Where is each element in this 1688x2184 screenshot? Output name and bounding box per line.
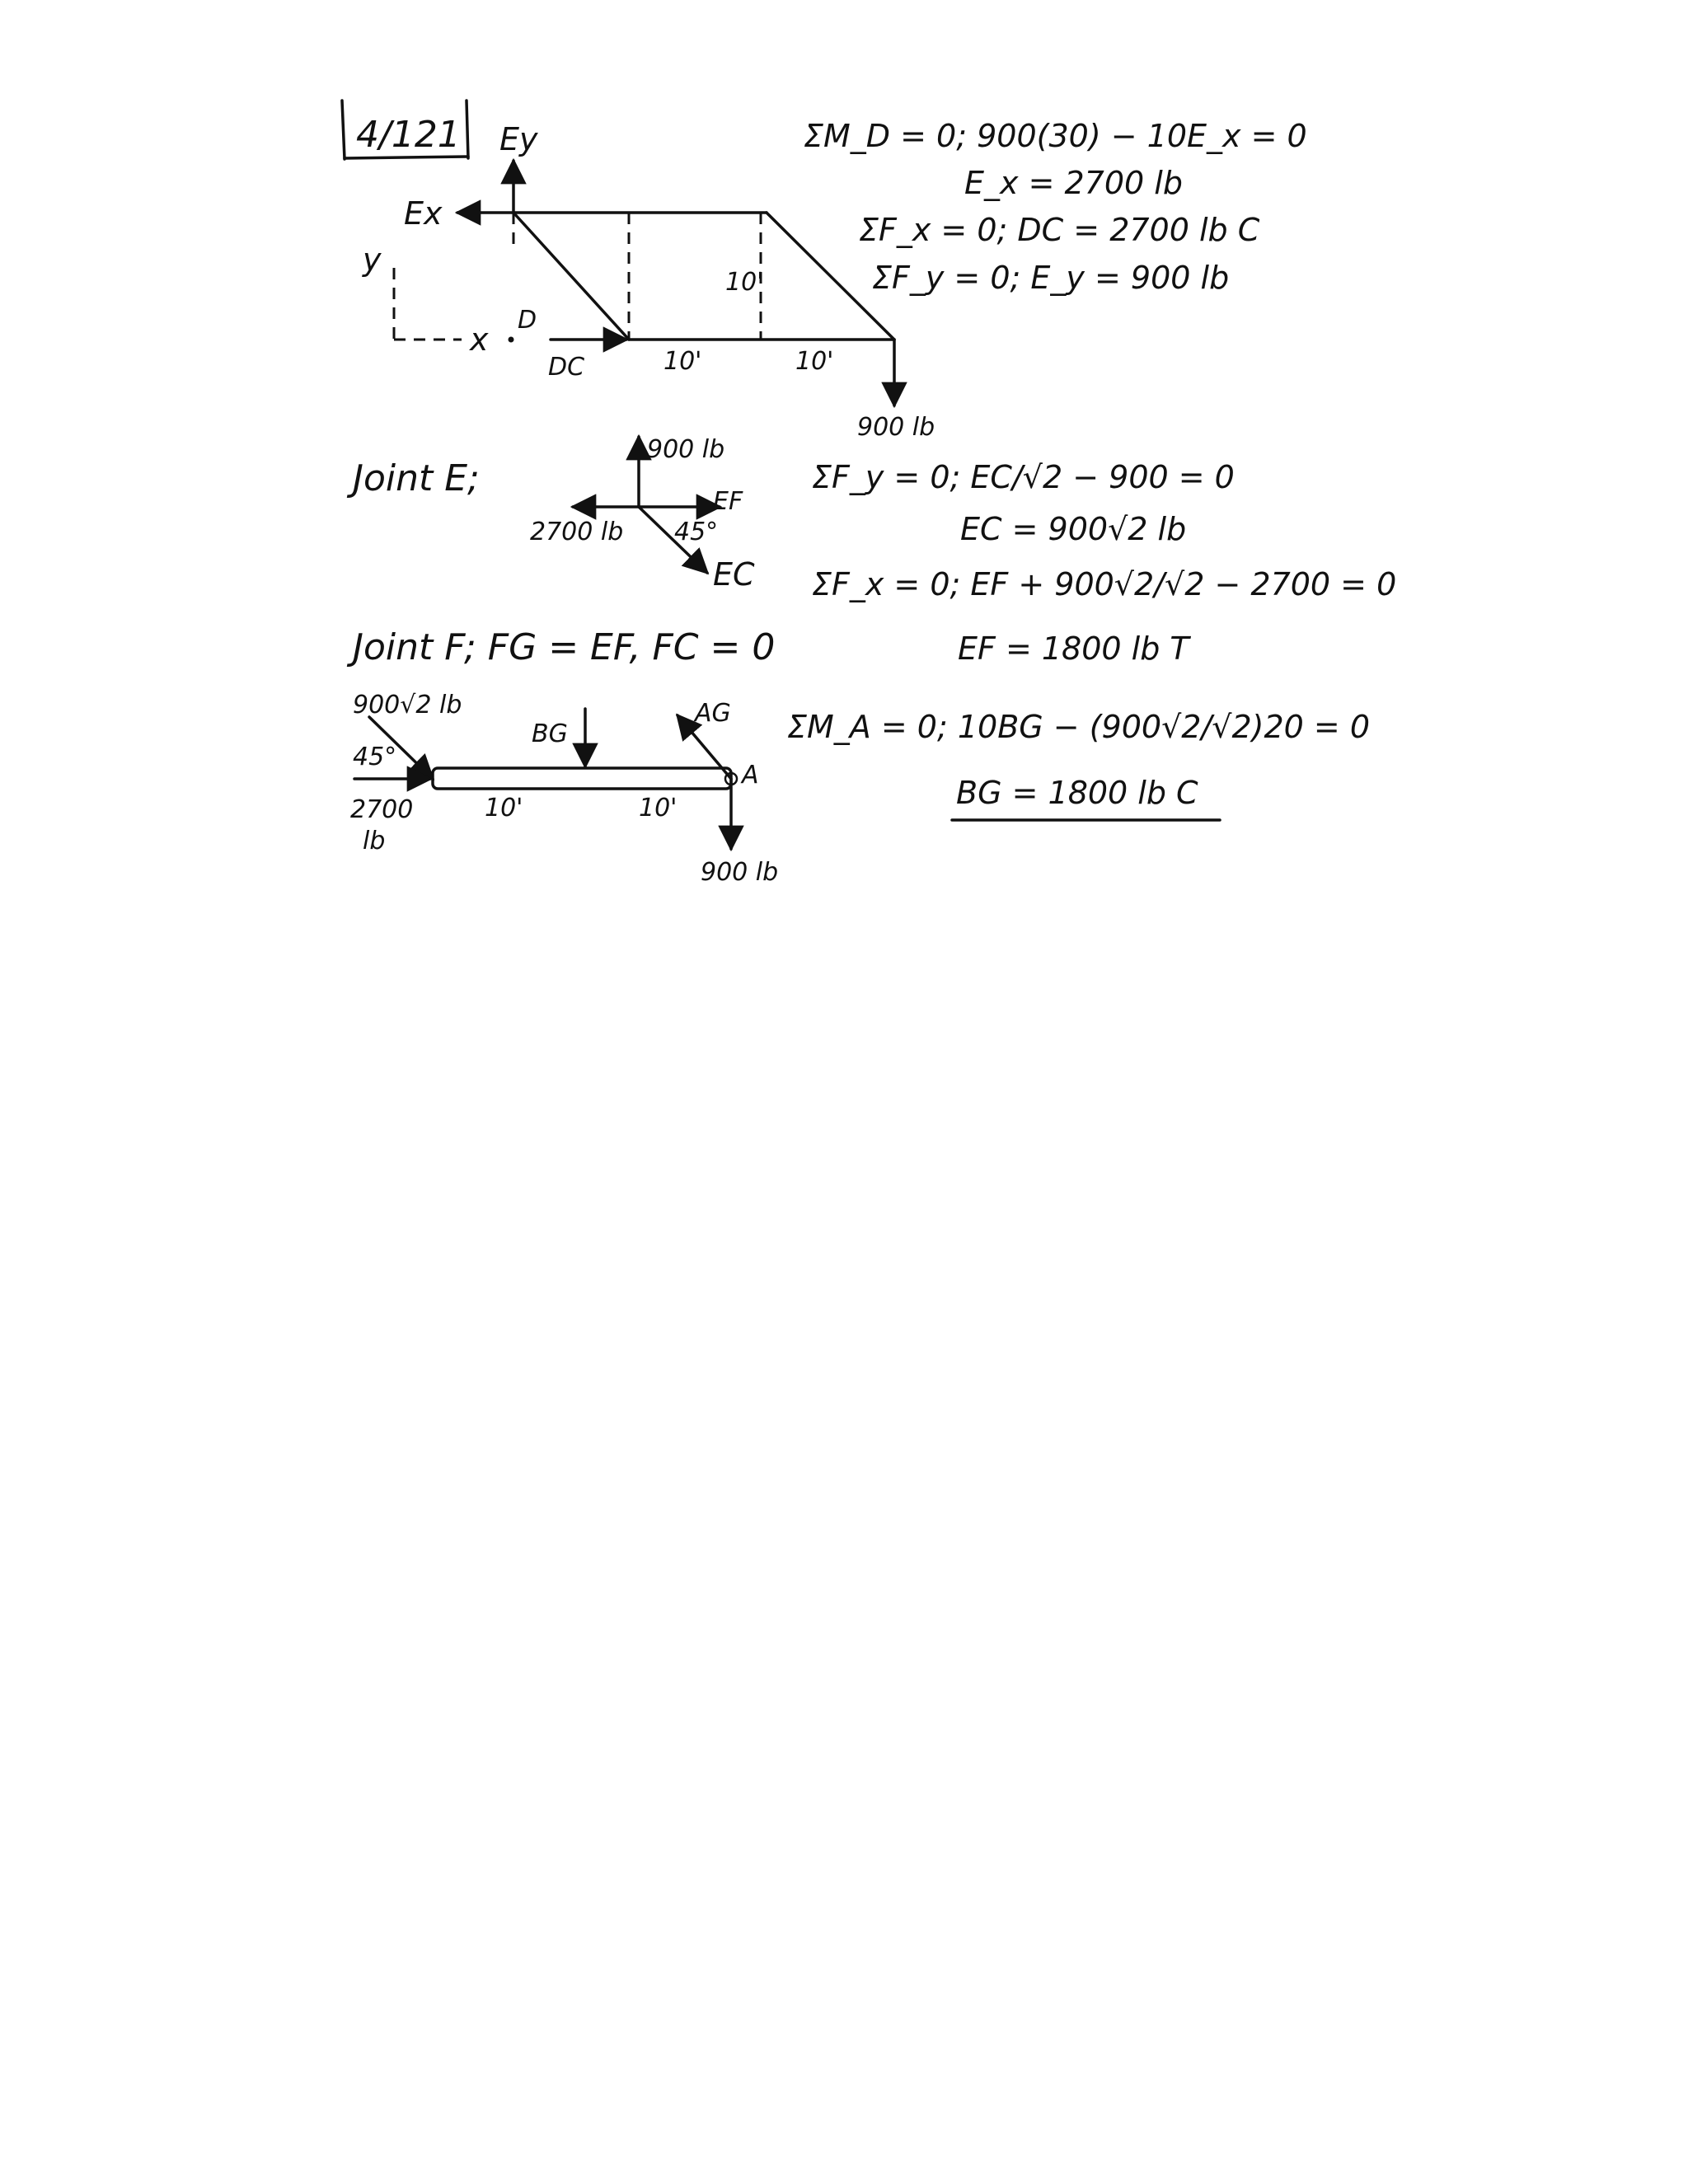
label-dim-left: 10' xyxy=(663,347,702,376)
label-dim-height: 10' xyxy=(725,268,764,297)
label-x-axis: x xyxy=(470,321,489,358)
joint-e-label-angle: 45° xyxy=(674,518,719,546)
joint-e-label-left: 2700 lb xyxy=(530,518,624,546)
problem-number: 4/121 xyxy=(356,114,461,156)
label-dim-right: 10' xyxy=(795,347,834,376)
joint-e-eq-ec: EC = 900√2 lb xyxy=(960,511,1187,547)
equations-top xyxy=(804,118,1307,296)
joint-e-label-diag: EC xyxy=(713,556,755,593)
member-label-bottom-load: 900 lb xyxy=(701,858,779,887)
eq-moment-d: ΣM_D = 0; 900(30) − 10E_x = 0 xyxy=(804,118,1307,154)
eq-sum-fx: ΣF_x = 0; DC = 2700 lb C xyxy=(859,212,1260,248)
joint-e-eq-fx: ΣF_x = 0; EF + 900√2/√2 − 2700 = 0 xyxy=(812,566,1397,602)
member-fbd xyxy=(350,691,1370,887)
member-label-left-diag: 900√2 lb xyxy=(353,691,462,719)
label-ex: Ex xyxy=(404,195,443,232)
label-dc: DC xyxy=(548,353,585,382)
member-label-left-unit: lb xyxy=(363,827,386,855)
member-eq-moment-a: ΣM_A = 0; 10BG − (900√2/√2)20 = 0 xyxy=(787,709,1371,745)
joint-f-title: Joint F; FG = EF, FC = 0 xyxy=(353,626,776,668)
member-label-dim-right: 10' xyxy=(639,794,678,823)
joint-e-label-right: EF xyxy=(713,487,743,516)
joint-e-title: Joint E; xyxy=(353,457,480,499)
member-eq-bg-result: BG = 1800 lb C xyxy=(956,775,1198,811)
member-label-angle: 45° xyxy=(353,743,397,771)
problem-number-box xyxy=(342,101,468,159)
eq-ex-result: E_x = 2700 lb xyxy=(964,165,1183,201)
member-label-ag: AG xyxy=(695,699,731,728)
label-d: D xyxy=(518,306,537,335)
member-label-bg: BG xyxy=(532,719,568,748)
joint-e-eq-fy: ΣF_y = 0; EC/√2 − 900 = 0 xyxy=(812,459,1235,495)
truss-diagram xyxy=(362,121,935,442)
member-bar xyxy=(433,768,731,789)
member-label-dim-left: 10' xyxy=(485,794,523,823)
label-load: 900 lb xyxy=(857,413,935,442)
joint-e-eq-ef: EF = 1800 lb T xyxy=(958,630,1189,667)
member-label-left-load: 2700 xyxy=(350,795,414,824)
joint-e-label-up: 900 lb xyxy=(647,435,725,464)
label-y-axis: y xyxy=(363,241,382,278)
eq-sum-fy: ΣF_y = 0; E_y = 900 lb xyxy=(872,260,1230,296)
member-label-a: A xyxy=(742,761,759,790)
label-ey: Ey xyxy=(499,121,538,157)
point-d-dot xyxy=(509,337,514,343)
